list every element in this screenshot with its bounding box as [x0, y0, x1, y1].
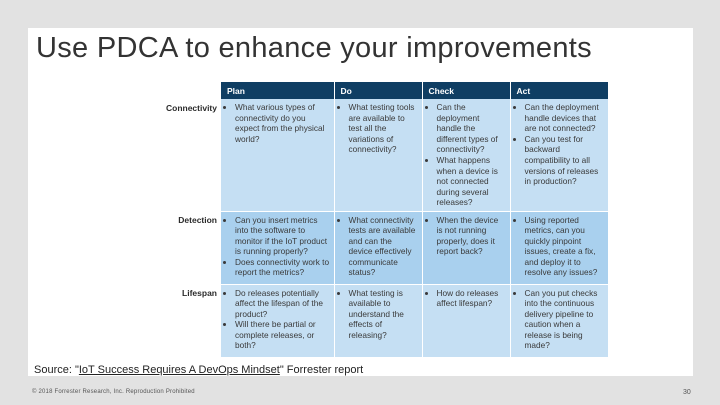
copyright-notice: © 2018 Forrester Research, Inc. Reproduction Prohibited	[32, 389, 195, 395]
bullet-item: • What testing is available to understand the effects of releasing?	[349, 288, 418, 341]
cell-do	[334, 99, 422, 211]
bullet-list	[517, 102, 604, 187]
bullet-item: • Can you put checks into the continuous delivery pipeline to caution when a release is being made?	[525, 288, 604, 352]
cell-plan	[221, 284, 334, 357]
row-label: Connectivity	[165, 103, 217, 113]
bullet-item: • How do releases affect lifespan?	[437, 288, 506, 309]
cell-act	[510, 211, 608, 284]
bullet-list	[517, 288, 604, 352]
slide-title: Use PDCA to enhance your improvements	[36, 32, 592, 64]
cell-plan	[221, 99, 334, 211]
bullet-item: • What happens when a device is not connected during several releases?	[437, 155, 506, 208]
table-corner	[155, 82, 221, 99]
bullet-item: • Does connectivity work to report the metrics?	[235, 257, 330, 278]
bullet-item: • Can you test for backward compatibility to all versions of releases in production?	[525, 134, 604, 187]
cell-check	[422, 99, 510, 211]
bullet-list	[341, 215, 418, 279]
cell-do	[334, 284, 422, 357]
bullet-item: • What connectivity tests are available and can the device effectively communicate status?	[349, 215, 418, 279]
bullet-item: • Do releases potentially affect the lifespan of the product?	[235, 288, 330, 320]
bullet-item: • Can the deployment handle the different types of connectivity?	[437, 102, 506, 155]
bullet-item: • What testing tools are available to test all the variations of connectivity?	[349, 102, 418, 155]
table-row	[155, 284, 608, 357]
column-header-plan: Plan	[221, 82, 334, 99]
pdca-table	[155, 82, 609, 358]
bullet-item: • What various types of connectivity do you expect from the physical world?	[235, 102, 330, 144]
bullet-list	[227, 288, 330, 352]
bullet-list	[341, 288, 418, 341]
table-row	[155, 99, 608, 211]
bullet-list	[227, 215, 330, 279]
bullet-item: • Can the deployment handle devices that are not connected?	[525, 102, 604, 134]
bullet-list	[227, 102, 330, 144]
cell-plan	[221, 211, 334, 284]
bullet-item: • When the device is not running properly, does it report back?	[437, 215, 506, 257]
bullet-item: • Can you insert metrics into the software to monitor if the IoT product is running properly?	[235, 215, 330, 257]
bullet-item: • Will there be partial or complete releases, or both?	[235, 319, 330, 351]
source-prefix: Source: "	[34, 364, 79, 376]
cell-act	[510, 99, 608, 211]
bullet-list	[429, 102, 506, 208]
bullet-list	[429, 215, 506, 257]
table-row	[155, 211, 608, 284]
bullet-list	[429, 288, 506, 309]
cell-do	[334, 211, 422, 284]
bullet-item: • Using reported metrics, can you quickly pinpoint issues, create a fix, and deploy it to resolve any issues?	[525, 215, 604, 279]
page-number: 30	[683, 389, 691, 396]
row-label: Lifespan	[182, 288, 217, 298]
cell-check	[422, 284, 510, 357]
column-header-act: Act	[510, 82, 608, 99]
source-suffix: " Forrester report	[279, 364, 364, 376]
source-report-link[interactable]: IoT Success Requires A DevOps Mindset	[78, 364, 280, 376]
bullet-list	[341, 102, 418, 155]
column-header-check: Check	[422, 82, 510, 99]
bullet-list	[517, 215, 604, 279]
cell-act	[510, 284, 608, 357]
cell-check	[422, 211, 510, 284]
column-header-do: Do	[334, 82, 422, 99]
row-label: Detection	[178, 215, 217, 225]
source-note	[34, 364, 363, 376]
